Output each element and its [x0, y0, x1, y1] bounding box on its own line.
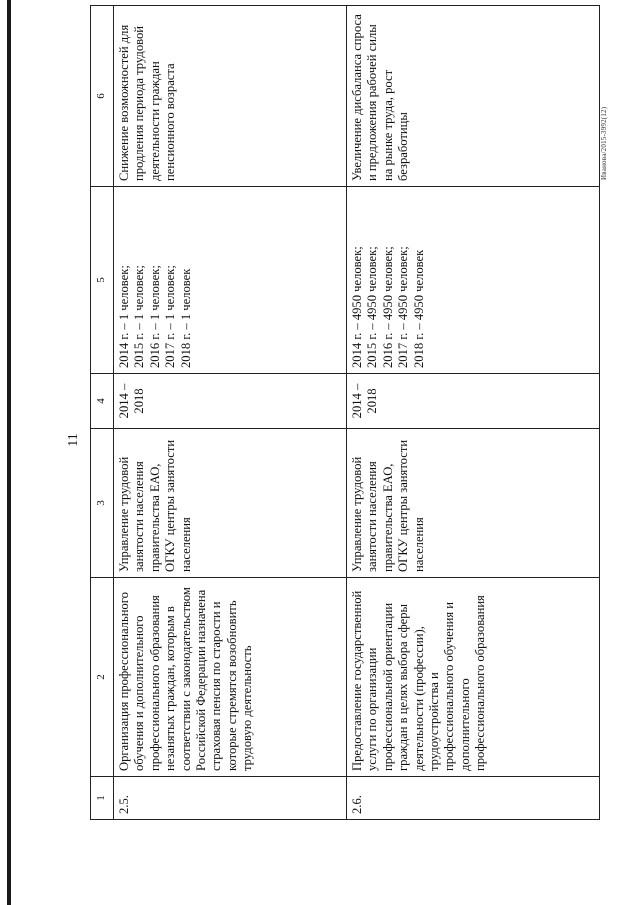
- indicator-line: 2015 г. – 1 человек;: [132, 265, 147, 368]
- period-cell: 2014 – 2018: [114, 374, 347, 429]
- indicators-cell: [114, 187, 347, 374]
- indicator-line: 2014 г. – 4950 человек;: [350, 246, 364, 368]
- table-row: [114, 6, 347, 820]
- indicator-line: 2015 г. – 4950 человек;: [365, 246, 380, 368]
- consequences-cell: Снижение возможностей для продления периода трудовой деятельности граждан пенсионного возраста: [114, 6, 347, 187]
- activity-cell: Организация профессионального обучения и дополнительного профессионального образования незанятых граждан, которым в соответствии с законодательством Российской Федерации назначена страховая пенсия по старости и которые стремятся возобновить трудовую деятельность: [114, 578, 347, 777]
- responsible-cell: Управление трудовой занятости населения правительства ЕАО, ОГКУ центры занятости населения: [114, 429, 347, 578]
- row-number: 2.6.: [347, 777, 600, 820]
- row-number: 2.5.: [114, 777, 347, 820]
- indicators-cell: [347, 187, 600, 374]
- column-header: 1: [91, 777, 114, 820]
- table-row: [347, 6, 600, 820]
- indicator-line: 2014 г. – 1 человек;: [117, 265, 131, 368]
- page-number: 11: [66, 433, 81, 447]
- activity-cell: Предоставление государственной услуги по организации профессиональной ориентации граждан в целях выбора сферы деятельности (профессии), трудоустройства и профессионального обучения и дополнительного профессионального образования: [347, 578, 600, 777]
- indicator-line: 2016 г. – 4950 человек;: [380, 246, 395, 368]
- indicator-line: 2017 г. – 4950 человек;: [396, 246, 411, 368]
- column-header: 3: [91, 429, 114, 578]
- consequences-cell: Увеличение дисбаланса спроса и предложения рабочей силы на рынке труда, рост безработицы: [347, 6, 600, 187]
- rotated-page: [60, 14, 600, 820]
- column-number-row: [91, 6, 114, 820]
- page-edge-bar: [7, 0, 11, 905]
- indicator-line: 2018 г. – 4950 человек: [411, 249, 426, 368]
- period-cell: 2014 – 2018: [347, 374, 600, 429]
- column-header: 6: [91, 6, 114, 187]
- indicator-line: 2016 г. – 1 человек;: [147, 265, 162, 368]
- column-header: 2: [91, 578, 114, 777]
- responsible-cell: Управление трудовой занятости населения правительства ЕАО, ОГКУ центры занятости населения: [347, 429, 600, 578]
- document-stamp: Ивaнoвa/2015-3992(12): [600, 106, 608, 180]
- column-header: 4: [91, 374, 114, 429]
- column-header: 5: [91, 187, 114, 374]
- measures-table: [90, 5, 600, 820]
- indicator-line: 2018 г. – 1 человек: [178, 268, 193, 368]
- indicator-line: 2017 г. – 1 человек;: [163, 265, 178, 368]
